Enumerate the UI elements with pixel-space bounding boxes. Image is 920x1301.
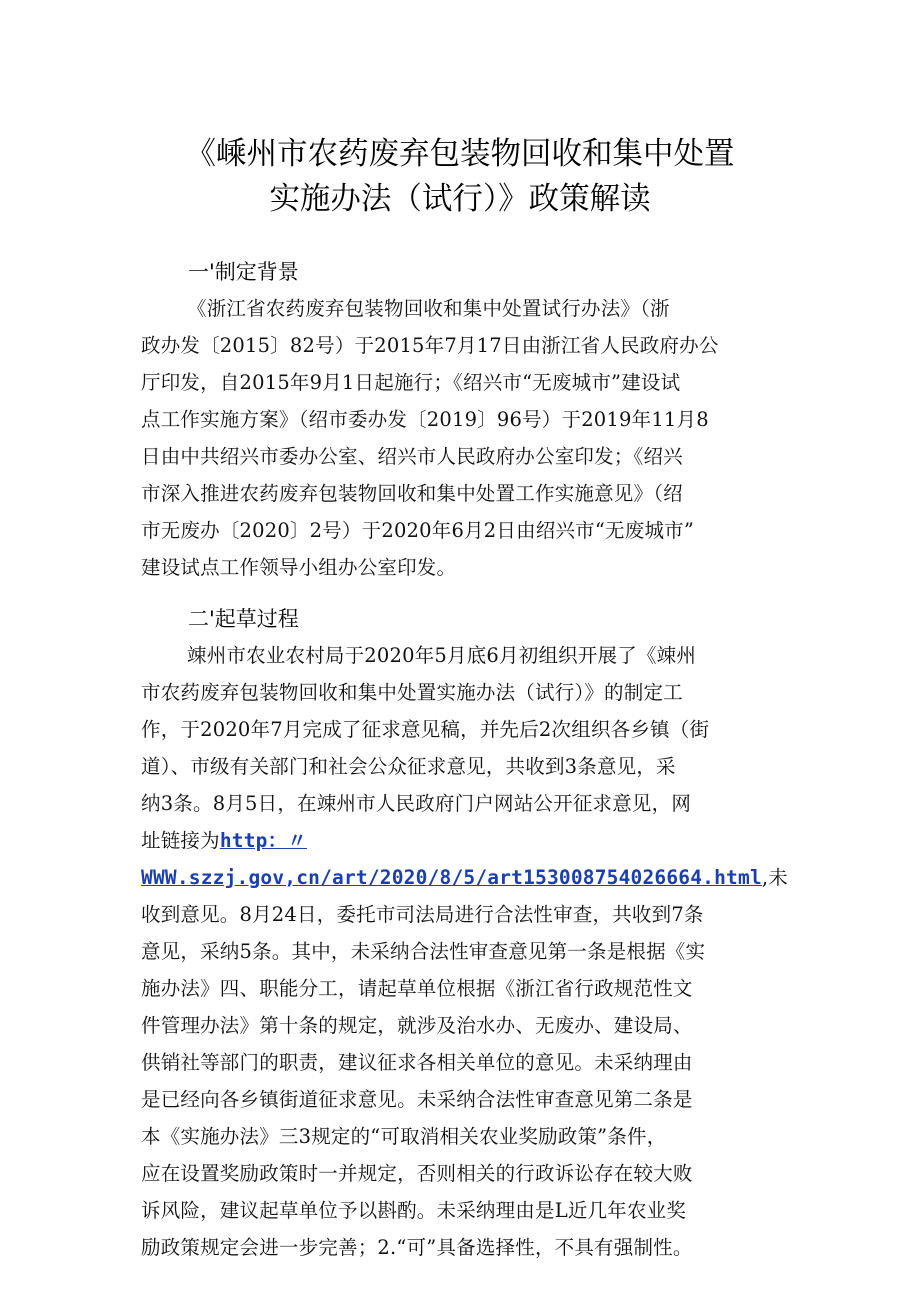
paragraph-line: 供销社等部门的职责，建议征求各相关单位的意见。未采纳理由 — [141, 1051, 693, 1074]
paragraph-line: 市农药废弃包装物回收和集中处置实施办法（试行）》的制定工 — [141, 681, 683, 704]
consultation-link-part-1[interactable]: http：〃 — [219, 829, 307, 852]
paragraph-line-link-start — [141, 825, 307, 853]
section-heading-drafting: 二'起草过程 — [188, 607, 299, 631]
paragraph-line: 施办法》四、职能分工，请起草单位根据《浙江省行政规范性文 — [141, 977, 693, 1000]
paragraph-line: 竦州市农业农村局于2020年5月底6月初组织开展了《竦州 — [187, 644, 697, 667]
paragraph-line: 诉风险，建议起草单位予以斟酌。未采纳理由是L近几年农业奖 — [141, 1199, 687, 1222]
document-title-line-2: 实施办法（试行）》政策解读 — [269, 181, 651, 217]
link-suffix-text: ,未 — [761, 866, 788, 889]
paragraph-line: 政办发〔2015〕82号）于2015年7月17日由浙江省人民政府办公 — [141, 334, 719, 357]
paragraph-line: 纳3条。8月5日，在竦州市人民政府门户网站公开征求意见，网 — [141, 792, 692, 815]
paragraph-line: 本《实施办法》三3规定的“可取消相关农业奖励政策”条件， — [141, 1125, 667, 1148]
paragraph-line: 应在设置奖励政策时一并规定，否则相关的行政诉讼存在较大败 — [141, 1162, 693, 1185]
consultation-link-part-2[interactable]: WWW.szzj.gov,cn/art/2020/8/5/art153008754026664.html — [141, 866, 762, 889]
paragraph-line: 厅印发，自2015年9月1日起施行；《绍兴市“无废城市”建设试 — [141, 371, 681, 394]
paragraph-line: 市深入推进农药废弃包装物回收和集中处置工作实施意见》（绍 — [141, 482, 683, 505]
paragraph-line: 收到意见。8月24日，委托市司法局进行合法性审查，共收到7条 — [141, 903, 704, 926]
section-heading-background: 一'制定背景 — [188, 260, 299, 284]
paragraph-line: 是已经向各乡镇街道征求意见。未采纳合法性审查意见第二条是 — [141, 1088, 693, 1111]
paragraph-line: 件管理办法》第十条的规定，就涉及治水办、无废办、建设局、 — [141, 1014, 693, 1037]
paragraph-line: 作，于2020年7月完成了征求意见稿，并先后2次组织各乡镇（街 — [141, 718, 710, 741]
paragraph-line: 日由中共绍兴市委办公室、绍兴市人民政府办公室印发；《绍兴 — [141, 445, 683, 468]
paragraph-line: 点工作实施方案》（绍市委办发〔2019〕96号）于2019年11月8 — [141, 408, 709, 431]
link-prefix-text: 址链接为 — [141, 829, 220, 852]
paragraph-line: 道）、市级有关部门和社会公众征求意见，共收到3条意见，采 — [141, 755, 676, 778]
paragraph-line: 建设试点工作领导小组办公室印发。 — [141, 556, 457, 579]
paragraph-line: 市无废办〔2020〕2号）于2020年6月2日由绍兴市“无废城市” — [141, 519, 695, 542]
paragraph-line: 《浙江省农药废弃包装物回收和集中处置试行办法》（浙 — [187, 297, 670, 320]
paragraph-line: 励政策规定会进一步完善；2.“可”具备选择性，不具有强制性。 — [141, 1236, 693, 1259]
document-title-line-1: 《嵊州市农药废弃包装物回收和集中处置 — [185, 136, 735, 172]
paragraph-line: 意见，采纳5条。其中，未采纳合法性审查意见第一条是根据《实 — [141, 940, 706, 963]
paragraph-line-link-end — [141, 862, 788, 890]
